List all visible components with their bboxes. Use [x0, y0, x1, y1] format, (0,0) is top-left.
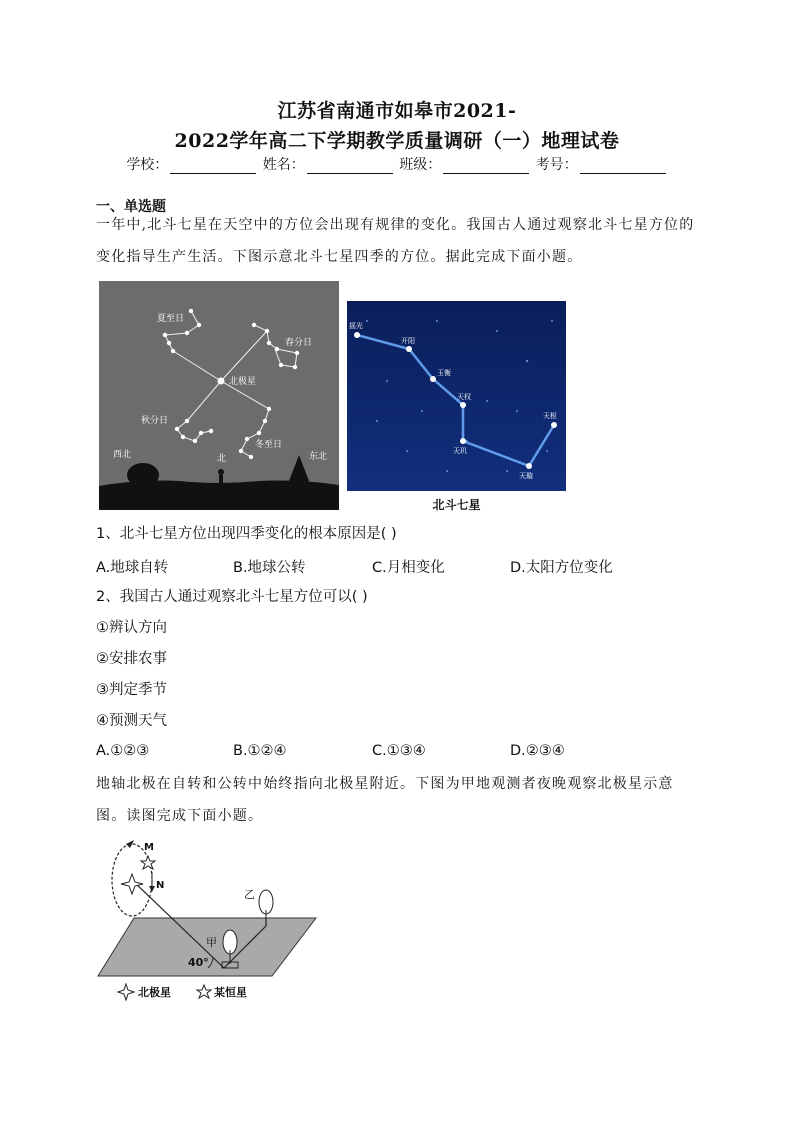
number-label: 考号： [535, 157, 578, 173]
seasonal-big-dipper-figure [99, 281, 339, 510]
q2-option-b[interactable]: B.①②④ [233, 743, 287, 759]
star-kaiyang: 开阳 [401, 337, 415, 345]
q1-option-b[interactable]: B.地球公转 [233, 560, 306, 576]
name-field[interactable] [307, 159, 393, 174]
school-label: 学校： [126, 157, 169, 173]
name-label: 姓名： [262, 157, 305, 173]
q2-option-c[interactable]: C.①③④ [372, 743, 426, 759]
star-yuheng: 玉衡 [437, 369, 451, 377]
section-title: 一、单选题 [96, 199, 166, 215]
label-m: M [144, 842, 154, 853]
label-yi: 乙 [244, 888, 255, 901]
label-spring: 春分日 [285, 338, 313, 348]
legend-star: 某恒星 [214, 986, 247, 999]
label-n: N [156, 880, 165, 891]
figure2-caption: 北斗七星 [432, 498, 481, 512]
label-summer: 夏至日 [157, 314, 185, 324]
q1-option-c[interactable]: C.月相变化 [372, 560, 445, 576]
label-polaris: 北极星 [229, 377, 257, 387]
class-field[interactable] [443, 159, 529, 174]
passage-1: 一年中,北斗七星在天空中的方位会出现有规律的变化。我国古人通过观察北斗七星方位的变化指导生产生活。下图示意北斗七星四季的方位。据此完成下面小题。 [96, 217, 695, 265]
label-autumn: 秋分日 [141, 416, 169, 426]
q2-item-3: ③判定季节 [96, 682, 167, 698]
polaris-observation-figure [96, 836, 322, 1006]
label-winter: 冬至日 [255, 440, 283, 450]
q2-item-2: ②安排农事 [96, 651, 167, 667]
star-legend-icon [197, 985, 211, 998]
title-line-1: 江苏省南通市如皋市2021- [277, 100, 517, 122]
q2-option-a[interactable]: A.①②③ [96, 743, 150, 759]
q1-stem: 1、北斗七星方位出现四季变化的根本原因是( ) [96, 526, 397, 542]
label-northwest: 西北 [113, 450, 132, 460]
student-info-row [0, 154, 794, 174]
star-tianxuan: 天璇 [519, 472, 533, 480]
star-tianquan: 天权 [457, 393, 471, 401]
legend-polaris: 北极星 [138, 986, 171, 999]
title-line-2: 2022学年高二下学期教学质量调研（一）地理试卷 [174, 130, 620, 152]
big-dipper-figure [347, 301, 566, 491]
number-field[interactable] [580, 159, 666, 174]
q1-option-a[interactable]: A.地球自转 [96, 560, 169, 576]
school-field[interactable] [170, 159, 256, 174]
q2-item-1: ①辨认方向 [96, 620, 167, 636]
label-jia: 甲 [206, 936, 217, 949]
label-north: 北 [217, 454, 227, 464]
star-yaoguang: 摇光 [349, 322, 363, 330]
q2-item-4: ④预测天气 [96, 713, 167, 729]
label-angle: 40° [188, 956, 209, 969]
passage-2: 地轴北极在自转和公转中始终指向北极星附近。下图为甲地观测者夜晚观察北极星示意图。读图完成下面小题。 [96, 776, 674, 824]
q1-option-d[interactable]: D.太阳方位变化 [510, 560, 613, 576]
q2-option-d[interactable]: D.②③④ [510, 743, 565, 759]
star-tianshu: 天枢 [543, 412, 557, 420]
label-northeast: 东北 [309, 452, 328, 462]
polaris-legend-icon [118, 984, 134, 1000]
class-label: 班级： [399, 157, 442, 173]
star-tianji: 天玑 [453, 447, 467, 455]
q2-stem: 2、我国古人通过观察北斗七星方位可以( ) [96, 589, 368, 605]
